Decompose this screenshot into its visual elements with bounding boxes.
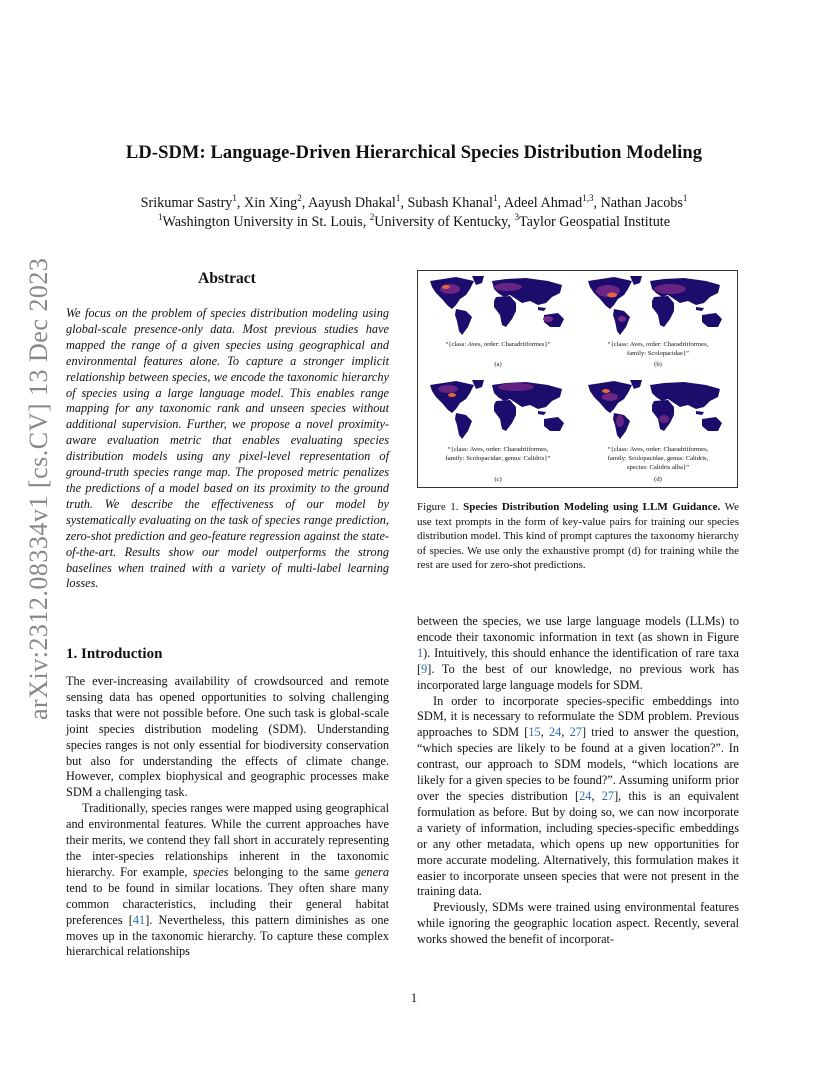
map-panel-a: [430, 276, 564, 335]
author-name: Srikumar Sastry: [140, 195, 233, 211]
section-heading-introduction: 1. Introduction: [66, 646, 163, 662]
panel-a-prompt: “{class: Aves, order: Charadriiformes}”: [445, 341, 551, 348]
author-affiliation-mark: 2: [297, 193, 302, 203]
abstract-heading: Abstract: [198, 270, 256, 287]
figure-1-caption: Figure 1. Species Distribution Modeling using LLM Guidance. We use text prompts in the form of key-value pairs for training our species distribution model. This kind of prompt captures the taxonomy hierarchy of species. We use only the exhaustive prompt (d) for training while the rest are used for zero-shot predictions.: [417, 501, 739, 572]
author-affiliation-mark: 1: [682, 193, 688, 203]
panel-b-prompt-line2: family: Scolopacidae}”: [627, 350, 689, 357]
panel-b-label: (b): [654, 361, 662, 368]
panel-c-prompt-line2: family: Scolopacidae, genus: Calidris}”: [445, 455, 551, 462]
right-paragraph-3: Previously, SDMs were trained using environmental features while ignoring the geographic location aspect. Recently, several works showed the benefit of incorporat-: [417, 900, 739, 947]
right-paragraph-1: between the species, we use large language models (LLMs) to encode their taxonomic information in text (as shown in Figure 1). Intuitively, this should enhance the identification of rare taxa [9]. To the best of our knowledge, no previous work has incorporated large language models for SDM.: [417, 614, 739, 692]
panel-d-prompt-line3: species: Calidris alba}”: [626, 464, 690, 471]
author-name: Adeel Ahmad: [503, 195, 583, 211]
citation-link[interactable]: 27: [569, 725, 582, 740]
panel-d-prompt-line1: “{class: Aves, order: Charadriiformes,: [607, 446, 709, 453]
author-affiliation-mark: 1,3: [582, 193, 594, 203]
map-panel-c: [430, 380, 564, 439]
author-name: Subash Khanal: [407, 195, 493, 211]
map-panel-d: [588, 380, 722, 439]
paper-title: LD-SDM: Language-Driven Hierarchical Species Distribution Modeling: [125, 143, 703, 163]
citation-link[interactable]: 41: [132, 912, 146, 927]
panel-c-label: (c): [494, 476, 502, 483]
figure-1-graphic: [418, 271, 737, 487]
citation-link[interactable]: 24: [549, 725, 562, 740]
citation-link[interactable]: 24: [579, 788, 592, 803]
panel-a-label: (a): [494, 361, 502, 368]
affiliation-list: $^1$Washington University in St. Louis, $^2$University of Kentucky, $^3$Taylor Geospatial Institute: [157, 212, 671, 230]
affiliation-name: Taylor Geospatial Institute: [518, 214, 671, 230]
figure-link[interactable]: 1: [417, 645, 424, 660]
citation-link[interactable]: 9: [421, 661, 428, 676]
author-name: Aayush Dhakal: [308, 195, 396, 211]
affiliation-number: 2: [369, 212, 375, 222]
author-list: Srikumar Sastry$^1$, Xin Xing$^2$, Aayush Dhakal$^1$, Subash Khanal$^1$, Adeel Ahmad$^{1,3}$, Nathan Jacobs$^1$: [140, 193, 688, 211]
intro-paragraph-2: Traditionally, species ranges were mapped using geographical and environmental features. While the current approaches have their merits, we contend they fall short in accurately representing the inter-species relationships inherent in the taxonomic hierarchy. For example, species belonging to the same genera tend to be found in similar locations. They often share many common characteristics, including their general habitat preferences [41]. Nevertheless, this pattern diminishes as one moves up in the taxonomic hierarchy. To capture these complex hierarchical relationships: [66, 801, 389, 959]
author-affiliation-mark: 1: [395, 193, 401, 203]
author-name: Xin Xing: [244, 195, 298, 211]
panel-b-prompt-line1: “{class: Aves, order: Charadriiformes,: [607, 341, 709, 348]
affiliation-number: 3: [514, 212, 519, 222]
intro-left-column: [66, 674, 389, 960]
page-number: 1: [410, 991, 418, 1005]
arxiv-identifier[interactable]: arXiv:2312.08334v1 [cs.CV] 13 Dec 2023: [24, 257, 53, 720]
abstract-text: We focus on the problem of species distribution modeling using global-scale presence-only data. Most previous studies have mapped the range of a given species using geographical and environmental features alone. To capture a stronger implicit relationship between species, we encode the taxonomic hierarchy of species using a large language model. This enables range mapping for any taxonomic rank and unseen species without additional supervision. Further, we propose a novel proximity-aware evaluation metric that enables evaluating species distribution models using any pixel-level representation of ground-truth species range map. The proposed metric penalizes the predictions of a model based on its proximity to the ground truth. We describe the effectiveness of our model by systematically evaluating on the task of species range prediction, zero-shot prediction and geo-feature regression against the state-of-the-art. Results show our model outperforms the strong baselines when trained with a variety of multi-label learning losses.: [66, 306, 389, 591]
map-panel-b: [588, 276, 722, 335]
panel-d-prompt-line2: family: Scolopacidae, genus: Calidris,: [607, 455, 709, 462]
figure-1: [417, 270, 738, 488]
intro-paragraph-1: The ever-increasing availability of crowdsourced and remote sensing data has opened opportunities to solving challenging tasks that were not possible before. One such task is global-scale joint species distribution modeling (SDM). Understanding species ranges is not only essential for biodiversity conservation but also for understanding the effects of climate change. However, complex biophysical and geographic processes make SDM a challenging task.: [66, 674, 389, 800]
citation-link[interactable]: 15: [528, 725, 541, 740]
author-name: Nathan Jacobs: [600, 195, 683, 211]
intro-right-column: [417, 614, 739, 948]
panel-d-label: (d): [654, 476, 662, 483]
right-paragraph-2: In order to incorporate species-specific embeddings into SDM, it is necessary to reformulate the SDM problem. Previous approaches to SDM [15, 24, 27] tried to answer the question, “which species are likely to be found at a given location?”. In contrast, our approach to SDM models, “which locations are likely for a given species to be found?”. Assuming uniform prior over the species distribution [24, 27], this is an equivalent formulation as before. But by doing so, we can now incorporate a variety of information, including species-specific embeddings or any other metadata, which opens up new opportunities for more accurate modeling. Alternatively, this formulation makes it easier to incorporate unseen species that were not present in the training data.: [417, 693, 740, 899]
affiliation-name: University of Kentucky: [374, 214, 508, 230]
affiliation-name: Washington University in St. Louis: [162, 214, 363, 230]
citation-link[interactable]: 27: [601, 788, 615, 803]
author-affiliation-mark: 1: [493, 193, 498, 203]
affiliation-number: 1: [157, 212, 163, 222]
author-affiliation-mark: 1: [232, 193, 237, 203]
panel-c-prompt-line1: “{class: Aves, order: Charadriiformes,: [447, 446, 549, 453]
